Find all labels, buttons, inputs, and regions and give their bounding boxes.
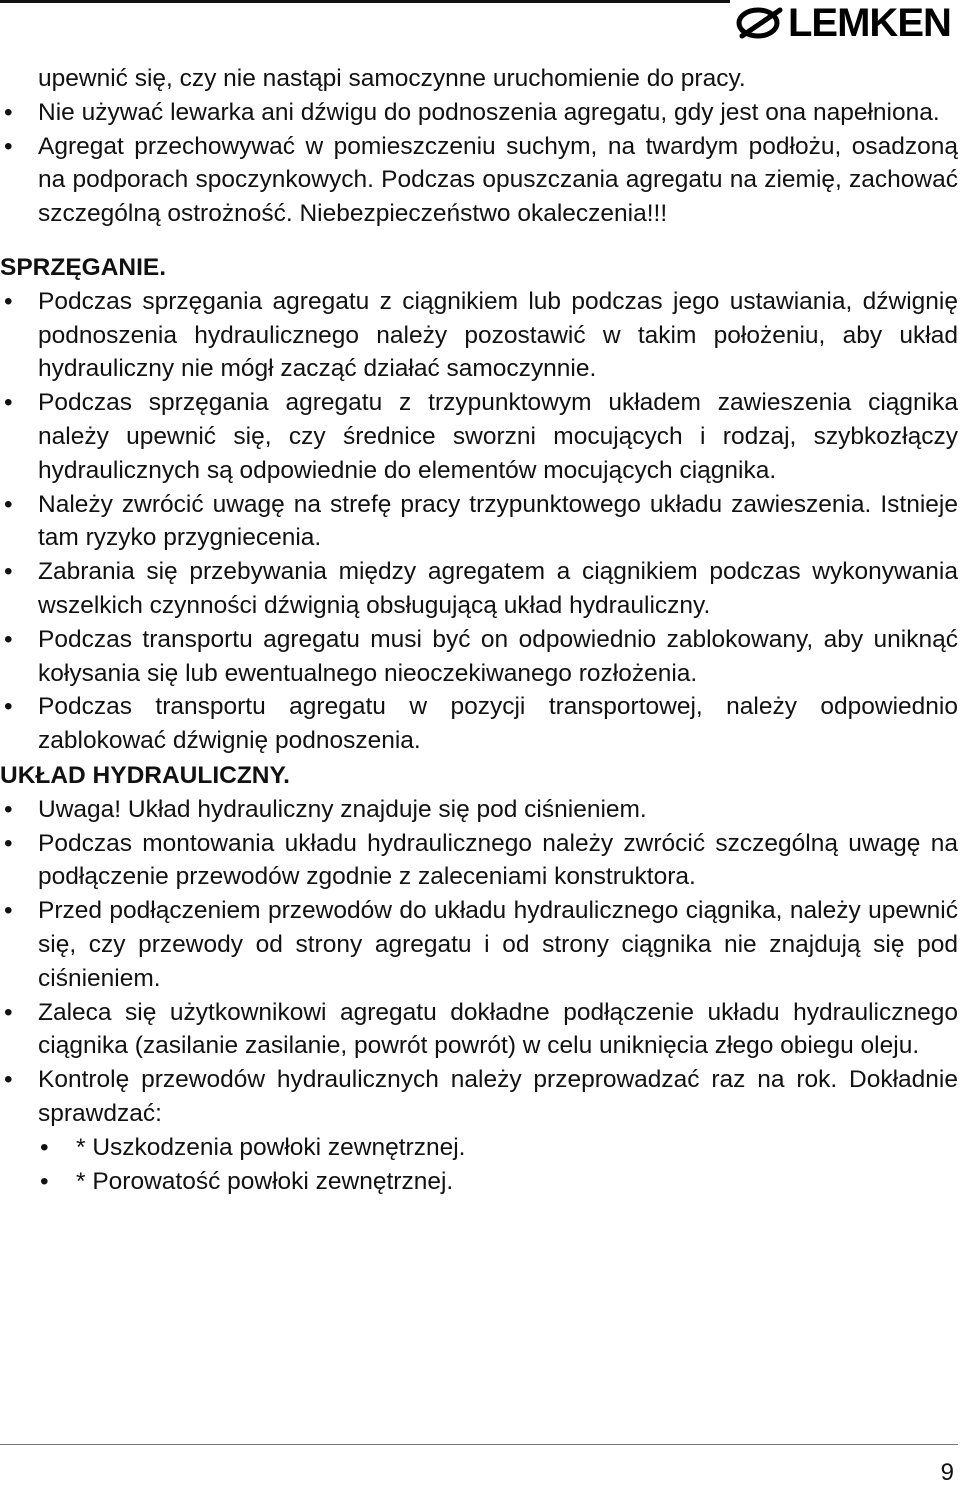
lemken-logo	[736, 2, 951, 44]
list-item	[0, 488, 958, 556]
bullet-icon: •	[4, 98, 13, 126]
section-heading-hydraulics: UKŁAD HYDRAULICZNY.	[0, 761, 290, 789]
header-rule	[0, 0, 730, 3]
list-item	[0, 827, 958, 895]
bullet-icon: •	[4, 795, 13, 823]
list-item-text: Zaleca się użytkownikowi agregatu dokładne podłączenie układu hydraulicznego ciągnika (zasilanie zasilanie, powrót powrót) w celu uniknięcia złego obiegu oleju.	[38, 998, 958, 1060]
bullet-icon: •	[4, 998, 13, 1026]
list-item-text: Podczas transportu agregatu w pozycji transportowej, należy odpowiednio zablokować dźwignię podnoszenia.	[38, 693, 958, 755]
sub-list-item	[0, 1165, 958, 1199]
section-heading-coupling: SPRZĘGANIE.	[0, 253, 167, 281]
list-item-text: Podczas transportu agregatu musi być on odpowiednio zablokowany, aby uniknąć kołysania się lub ewentualnego nieoczekiwanego rozłożenia.	[38, 625, 958, 687]
intro-continuation: upewnić się, czy nie nastąpi samoczynne uruchomienie do pracy.	[38, 65, 746, 92]
bullet-icon: •	[4, 1066, 13, 1094]
list-item	[0, 1063, 958, 1131]
sub-list-item-text: * Porowatość powłoki zewnętrznej.	[76, 1167, 454, 1195]
list-item-text: Agregat przechowywać w pomieszczeniu suchym, na twardym podłożu, osadzoną na podporach spoczynkowych. Podczas opuszczania agregatu na ziemię, zachować szczególną ostrożność. Niebezpieczeństwo okaleczenia!!!	[38, 132, 958, 228]
list-item	[0, 386, 958, 487]
list-item-text: Zabrania się przebywania między agregatem a ciągnikiem podczas wykonywania wszelkich czynności dźwignią obsługującą układ hydrauliczny.	[38, 558, 958, 619]
list-item	[0, 130, 958, 231]
bullet-icon: •	[40, 1133, 49, 1161]
bullet-icon: •	[4, 693, 13, 721]
lemken-emblem-icon	[736, 5, 784, 41]
bullet-icon: •	[4, 558, 13, 586]
list-item	[0, 96, 958, 130]
bullet-icon: •	[4, 132, 13, 160]
sub-list-item	[0, 1131, 958, 1165]
list-item	[0, 285, 958, 386]
bullet-icon: •	[4, 625, 13, 653]
list-item-text: Przed podłączeniem przewodów do układu hydraulicznego ciągnika, należy upewnić się, czy przewody od strony agregatu i od strony ciągnika nie znajdują się pod ciśnieniem.	[38, 897, 958, 992]
bullet-icon: •	[40, 1167, 49, 1195]
page-body	[0, 62, 958, 1198]
list-item-text: Kontrolę przewodów hydraulicznych należy przeprowadzać raz na rok. Dokładnie sprawdzać:	[38, 1066, 958, 1127]
list-item	[0, 996, 958, 1064]
bullet-icon: •	[4, 287, 13, 315]
list-item	[0, 555, 958, 623]
bullet-icon: •	[4, 897, 13, 925]
footer-rule	[0, 1444, 958, 1445]
page-number: 9	[940, 1459, 954, 1486]
list-item-text: Należy zwrócić uwagę na strefę pracy trzypunktowego układu zawieszenia. Istnieje tam ryzyko przygniecenia.	[38, 490, 958, 552]
list-item	[0, 623, 958, 691]
list-item	[0, 894, 958, 995]
bullet-icon: •	[4, 389, 13, 417]
logo-text: LEMKEN	[788, 1, 951, 45]
list-item-text: Podczas sprzęgania agregatu z trzypunktowym układem zawieszenia ciągnika należy upewnić się, czy średnice sworzni mocujących i rodzaj, szybkozłączy hydraulicznych są odpowiednie do elementów mocujących ciągnika.	[38, 389, 958, 484]
bullet-icon: •	[4, 829, 13, 857]
list-item-text: Podczas sprzęgania agregatu z ciągnikiem lub podczas jego ustawiania, dźwignię podnoszenia hydraulicznego należy pozostawić w takim położeniu, aby układ hydrauliczny nie mógł zacząć działać samoczynnie.	[38, 287, 958, 383]
list-item-text: Uwaga! Układ hydrauliczny znajduje się pod ciśnieniem.	[38, 795, 647, 823]
bullet-icon: •	[4, 490, 13, 518]
list-item	[0, 690, 958, 758]
list-item-text: Nie używać lewarka ani dźwigu do podnoszenia agregatu, gdy jest ona napełniona.	[38, 98, 940, 126]
list-item	[0, 793, 958, 827]
sub-list-item-text: * Uszkodzenia powłoki zewnętrznej.	[76, 1133, 466, 1161]
list-item-text: Podczas montowania układu hydraulicznego należy zwrócić szczególną uwagę na podłączenie przewodów zgodnie z zaleceniami konstruktora.	[38, 829, 958, 891]
